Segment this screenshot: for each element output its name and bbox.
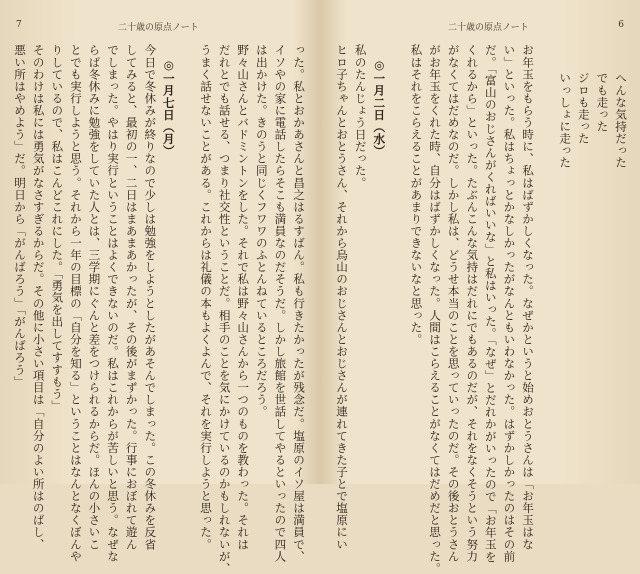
text-line: とでも実行しようと思う。それから一年の目標の「自分を知る」ということはなんとなくぼんや [68,44,83,563]
text-line: 私のたんじょう日だった。 [353,44,368,189]
text-line: でも走った [595,72,610,133]
right-page-number: 6 [618,20,624,30]
text-line: でしまった。やはり実行ということはよくできないのだ。私はこれからが苦しいと思う。なぜな [106,44,121,563]
text-line: ヒロ子ちゃんとおとうさん、それから烏山のおじさんとおじさんが連れてきた子とで塩原にい [335,44,350,551]
text-line: 今日で冬休みが終りなので少しは勉強をしようとしたがあそんでしまった。この冬休みを反省 [143,44,158,551]
left-page-number: 7 [16,20,22,30]
right-page [320,0,640,574]
text-line: してみると、最初の一、二日はまあまあかったが、その後がまずかった。行事におぼれて遊ん [124,44,139,551]
left-running-header: 二十歳の原点ノート [118,23,199,33]
text-line: くれるから」といった。たぶんこんな気持はだれにでもあるのだが、それをなくそうという努力 [465,44,480,563]
diary-date-heading: ◎一月七日（月） [161,58,176,157]
text-line: イソやの家に電話したらそこも満員なのだそうだ。しかし旅館を世話してやるといったので四人 [273,44,288,563]
text-line: うまく話せないことがある。これからは礼儀の本もよくよんで、それを実行しようと思った。 [199,44,214,551]
text-line: がお年玉をくれた時、自分はばずかしくなった。人間はこらえることがなくてはだめだと思った。 [428,44,443,574]
text-line: へんな気持だった [614,72,628,169]
text-line: がなくてはだめなのだ。しかし私は、どうせ本当のことを思っていったのだ。その後おとうさん [446,44,461,563]
text-line [178,44,197,476]
text-line: いっしょに走った [558,72,573,169]
right-page-text [335,44,630,574]
text-line [537,44,556,476]
text-line [388,44,407,476]
text-line: 悪い所はやめよう」だ。明日から「がんばろう」「がんばろう」 [13,44,28,388]
text-line: りしているので、私はこんどこれにした。「勇気を出してすすもう」 [50,44,65,412]
text-line: は出かけた。きのうと同じくフワワのふとんねているところだろう。 [254,44,269,418]
right-running-header: 二十歳の原点ノート [448,23,529,33]
text-line: だれとでも話せる、つまり社交性ということだ。相手のことを気にかけているのかもしれないが、 [217,44,232,574]
left-page-text [13,44,308,574]
text-line: 野々山さんとバドミントンをした。それで私は野々山さんから一つのものを教わった。それは [236,44,251,551]
text-line: らば冬休みに勉強をしていた人とは、三学期にぐんと差をつけられるからだ。ほんの小さいこ [87,44,102,551]
text-line: った。私とおかあさんと昌之はるすばん。私も行きたかったが残念だ。塩原のイソ屋は満員で、 [292,44,306,563]
text-line: い」といった。私はちょっとかなしかったがなんともいわなかった。はずかしかったのはその前 [502,44,517,563]
diary-date-heading: ◎一月二日（水） [372,58,387,157]
text-line: だ。「富山のおじさんがくればいいな」と私はいった。「なぜ」とだれかがいったので「お年玉を [483,44,498,563]
text-line: 私はそれをこらえることがあまりできないなと思った。 [409,44,424,346]
text-line: そのわけは私には勇気がなさすぎるからだ。その他に小さい項目は「自分のよい所はのばし、 [31,44,46,551]
text-line: お年玉をもらう時に、私はばずかしくなった。なぜかというと始めおとうさんは「お年玉はな [521,44,536,551]
text-line: ジロも走った [576,72,591,145]
